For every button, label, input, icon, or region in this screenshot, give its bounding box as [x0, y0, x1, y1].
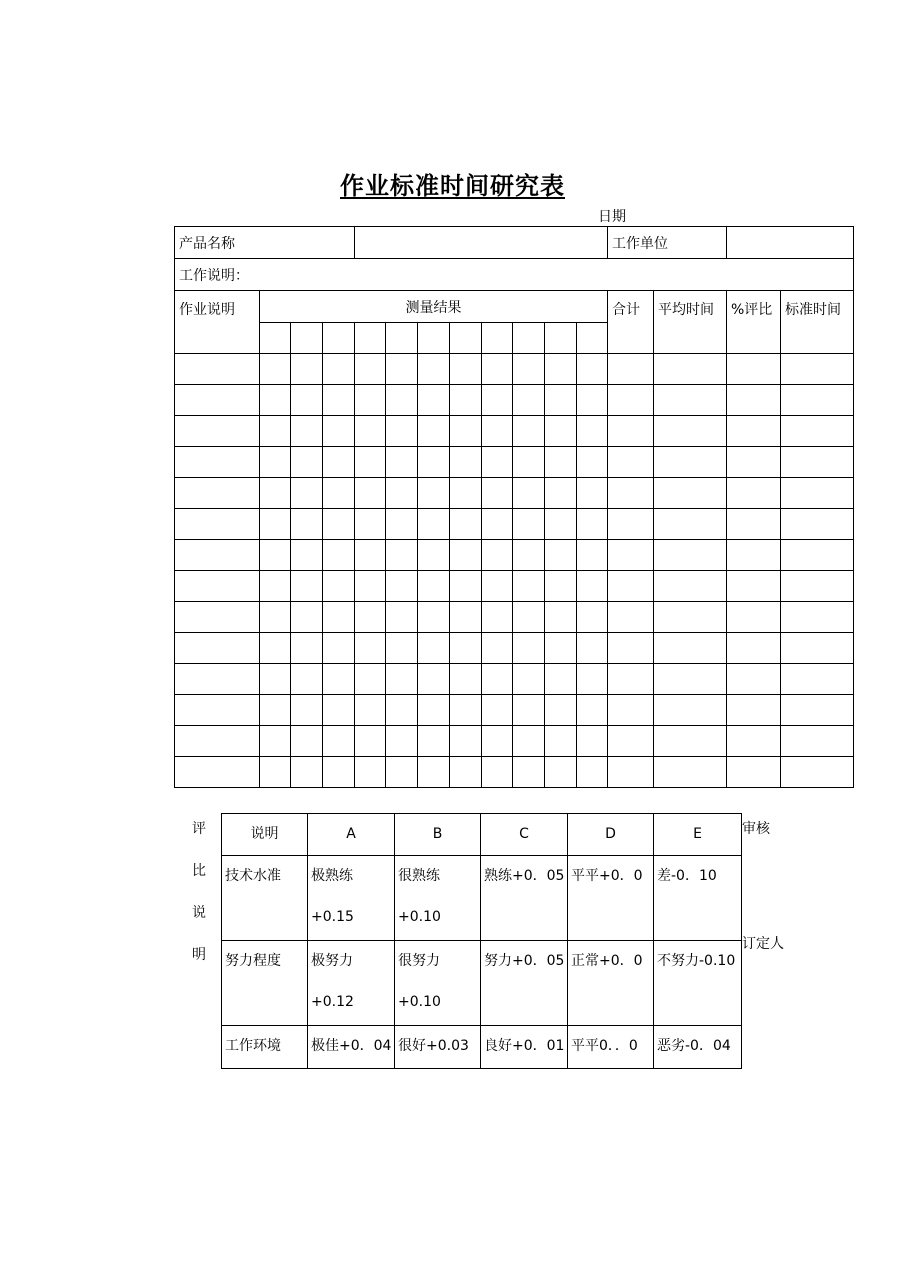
measurement-cell[interactable]: [291, 571, 323, 602]
measurement-cell[interactable]: [386, 571, 418, 602]
measurement-cell[interactable]: [418, 633, 450, 664]
rating-cell: 不努力-0.10: [654, 941, 742, 1026]
measurement-cell[interactable]: [450, 323, 482, 354]
measurement-cell[interactable]: [577, 602, 608, 633]
rating-cell: 熟练+0．05: [481, 856, 568, 941]
measurement-cell[interactable]: [291, 602, 323, 633]
measurement-cell[interactable]: [450, 571, 482, 602]
result-cell[interactable]: [727, 385, 781, 416]
operation-desc-cell[interactable]: [175, 664, 260, 695]
measurement-cell[interactable]: [418, 354, 450, 385]
result-cell[interactable]: [654, 664, 727, 695]
result-cell[interactable]: [654, 695, 727, 726]
measurement-cell[interactable]: [513, 602, 545, 633]
approve-label: 审核: [742, 821, 770, 837]
measurement-cell[interactable]: [291, 385, 323, 416]
table-row: [175, 664, 854, 695]
measurement-cell[interactable]: [513, 323, 545, 354]
measurement-cell[interactable]: [260, 447, 291, 478]
measurement-cell[interactable]: [418, 664, 450, 695]
measurement-cell[interactable]: [323, 571, 355, 602]
rating-cell: 很熟练+0.10: [395, 856, 481, 941]
rating-header-d: D: [568, 814, 654, 856]
measurement-cell[interactable]: [260, 664, 291, 695]
measurement-cell[interactable]: [513, 757, 545, 788]
measurement-cell[interactable]: [260, 478, 291, 509]
measurement-cell[interactable]: [291, 509, 323, 540]
measurement-cell[interactable]: [291, 478, 323, 509]
result-cell[interactable]: [654, 571, 727, 602]
measurement-cell[interactable]: [513, 447, 545, 478]
measurement-cell[interactable]: [450, 447, 482, 478]
measurement-cell[interactable]: [323, 726, 355, 757]
measurement-cell[interactable]: [291, 695, 323, 726]
rating-cell: 平平0．．0: [568, 1026, 654, 1069]
measurement-cell[interactable]: [323, 602, 355, 633]
measurement-cell[interactable]: [577, 416, 608, 447]
table-row: [175, 726, 854, 757]
measurement-cell[interactable]: [386, 664, 418, 695]
measurement-cell[interactable]: [291, 354, 323, 385]
measurement-cell[interactable]: [323, 509, 355, 540]
measurement-cell[interactable]: [513, 354, 545, 385]
operation-desc-cell[interactable]: [175, 385, 260, 416]
measurement-cell[interactable]: [418, 571, 450, 602]
measurement-cell[interactable]: [418, 726, 450, 757]
measurement-cell[interactable]: [291, 757, 323, 788]
measurement-cell[interactable]: [260, 633, 291, 664]
measurement-cell[interactable]: [577, 385, 608, 416]
measurement-cell[interactable]: [482, 509, 513, 540]
measurement-cell[interactable]: [323, 633, 355, 664]
measurement-cell[interactable]: [545, 323, 577, 354]
measurement-cell[interactable]: [260, 757, 291, 788]
result-cell[interactable]: [654, 602, 727, 633]
result-cell[interactable]: [654, 509, 727, 540]
measurement-cell[interactable]: [482, 695, 513, 726]
measurement-cell[interactable]: [260, 726, 291, 757]
measurement-cell[interactable]: [291, 447, 323, 478]
side-char: 比: [192, 863, 206, 879]
table-row: [175, 478, 854, 509]
rating-cell: 正常+0．0: [568, 941, 654, 1026]
result-cell[interactable]: [727, 509, 781, 540]
table-row: [175, 509, 854, 540]
measurement-cell[interactable]: [260, 571, 291, 602]
measurement-cell[interactable]: [291, 323, 323, 354]
result-cell[interactable]: [781, 478, 854, 509]
measurement-cell[interactable]: [545, 695, 577, 726]
measurement-cell[interactable]: [386, 385, 418, 416]
rating-pct-header: %评比: [727, 291, 781, 354]
rating-cell: 极佳+0．04: [308, 1026, 395, 1069]
measurement-cell[interactable]: [355, 633, 386, 664]
operation-desc-cell[interactable]: [175, 571, 260, 602]
table-row: [175, 416, 854, 447]
rating-table: [221, 813, 742, 1069]
measurement-cell[interactable]: [418, 323, 450, 354]
result-cell[interactable]: [608, 602, 654, 633]
result-cell[interactable]: [654, 354, 727, 385]
measurement-cell[interactable]: [450, 354, 482, 385]
measurement-cell[interactable]: [386, 633, 418, 664]
measurement-cell[interactable]: [450, 509, 482, 540]
measurement-cell[interactable]: [386, 416, 418, 447]
side-char: 说: [192, 905, 206, 921]
measurement-cell[interactable]: [513, 633, 545, 664]
result-cell[interactable]: [654, 478, 727, 509]
measurement-cell[interactable]: [482, 385, 513, 416]
measurement-cell[interactable]: [482, 633, 513, 664]
rating-header-c: C: [481, 814, 568, 856]
operation-desc-header: 作业说明: [175, 291, 260, 354]
measurement-cell[interactable]: [418, 540, 450, 571]
side-char: 明: [192, 947, 206, 963]
measurement-cell[interactable]: [323, 447, 355, 478]
result-cell[interactable]: [781, 571, 854, 602]
measurement-cell[interactable]: [355, 726, 386, 757]
measurement-cell[interactable]: [577, 540, 608, 571]
measurement-cell[interactable]: [323, 664, 355, 695]
measurement-cell[interactable]: [577, 664, 608, 695]
measurement-cell[interactable]: [323, 695, 355, 726]
measurement-cell[interactable]: [291, 416, 323, 447]
standard-time-header: 标准时间: [781, 291, 854, 354]
measurement-cell[interactable]: [577, 354, 608, 385]
measurement-cell[interactable]: [482, 354, 513, 385]
rating-cell: 极努力+0.12: [308, 941, 395, 1026]
measurement-cell[interactable]: [418, 416, 450, 447]
measurement-cell[interactable]: [577, 509, 608, 540]
measurement-cell[interactable]: [418, 478, 450, 509]
measurement-cell[interactable]: [450, 633, 482, 664]
rating-cell: 很好+0.03: [395, 1026, 481, 1069]
measurement-cell[interactable]: [513, 540, 545, 571]
table-row: [175, 540, 854, 571]
result-cell[interactable]: [781, 695, 854, 726]
measurement-cell[interactable]: [450, 695, 482, 726]
measurement-cell[interactable]: [450, 726, 482, 757]
operation-desc-cell[interactable]: [175, 478, 260, 509]
result-cell[interactable]: [781, 354, 854, 385]
measurement-cell[interactable]: [545, 726, 577, 757]
measurement-cell[interactable]: [355, 447, 386, 478]
work-unit-label: 工作单位: [608, 227, 727, 259]
measurement-cell[interactable]: [450, 540, 482, 571]
operation-desc-cell[interactable]: [175, 354, 260, 385]
measurement-cell[interactable]: [323, 757, 355, 788]
result-cell[interactable]: [727, 633, 781, 664]
measurement-cell[interactable]: [450, 416, 482, 447]
measurement-cell[interactable]: [291, 540, 323, 571]
measurement-cell[interactable]: [577, 323, 608, 354]
measurement-cell[interactable]: [323, 354, 355, 385]
measurement-cell[interactable]: [386, 509, 418, 540]
operation-desc-cell[interactable]: [175, 726, 260, 757]
measurement-cell[interactable]: [418, 757, 450, 788]
measurement-cell[interactable]: [450, 602, 482, 633]
measurement-cell[interactable]: [291, 726, 323, 757]
table-row: [175, 571, 854, 602]
measurement-cell[interactable]: [545, 509, 577, 540]
measurement-cell[interactable]: [418, 509, 450, 540]
rating-header-b: B: [395, 814, 481, 856]
result-cell[interactable]: [727, 447, 781, 478]
measurement-cell[interactable]: [545, 757, 577, 788]
measurement-cell[interactable]: [482, 323, 513, 354]
rating-row-name: 工作环境: [222, 1026, 308, 1069]
result-cell[interactable]: [727, 478, 781, 509]
measurement-cell[interactable]: [260, 385, 291, 416]
measurement-cell[interactable]: [545, 385, 577, 416]
measurement-cell[interactable]: [260, 602, 291, 633]
measurement-cell[interactable]: [260, 540, 291, 571]
result-cell[interactable]: [781, 509, 854, 540]
result-cell[interactable]: [608, 726, 654, 757]
result-cell[interactable]: [608, 416, 654, 447]
result-cell[interactable]: [781, 664, 854, 695]
measurement-cell[interactable]: [355, 602, 386, 633]
measurement-cell[interactable]: [386, 602, 418, 633]
setter-label: 订定人: [742, 936, 784, 952]
measurement-cell[interactable]: [450, 757, 482, 788]
measurement-cell[interactable]: [260, 354, 291, 385]
measurement-cell[interactable]: [482, 664, 513, 695]
measurement-cell[interactable]: [513, 726, 545, 757]
measurement-cell[interactable]: [355, 571, 386, 602]
measurement-cell[interactable]: [323, 323, 355, 354]
result-cell[interactable]: [654, 633, 727, 664]
measurement-results-header: 测量结果: [260, 291, 608, 323]
result-cell[interactable]: [654, 757, 727, 788]
rating-row-name: 努力程度: [222, 941, 308, 1026]
total-header: 合计: [608, 291, 654, 354]
measurement-cell[interactable]: [545, 354, 577, 385]
rating-cell: 很努力+0.10: [395, 941, 481, 1026]
result-cell[interactable]: [781, 385, 854, 416]
rating-cell: 努力+0．05: [481, 941, 568, 1026]
result-cell[interactable]: [727, 664, 781, 695]
result-cell[interactable]: [608, 447, 654, 478]
result-cell[interactable]: [654, 385, 727, 416]
product-name-label: 产品名称: [175, 227, 355, 259]
table-row: [175, 354, 854, 385]
page-title: 作业标准时间研究表: [340, 172, 565, 200]
result-cell[interactable]: [608, 571, 654, 602]
measurement-cell[interactable]: [355, 664, 386, 695]
date-label: 日期: [598, 209, 626, 225]
time-study-table: [174, 226, 854, 788]
product-name-field[interactable]: [355, 227, 608, 259]
measurement-cell[interactable]: [545, 633, 577, 664]
measurement-cell[interactable]: [386, 540, 418, 571]
measurement-cell[interactable]: [260, 509, 291, 540]
measurement-cell[interactable]: [323, 385, 355, 416]
result-cell[interactable]: [727, 571, 781, 602]
measurement-cell[interactable]: [291, 664, 323, 695]
operation-desc-cell[interactable]: [175, 602, 260, 633]
result-cell[interactable]: [654, 726, 727, 757]
side-char: 评: [192, 821, 206, 837]
measurement-cell[interactable]: [545, 540, 577, 571]
result-cell[interactable]: [781, 726, 854, 757]
result-cell[interactable]: [608, 509, 654, 540]
rating-row-name: 技术水准: [222, 856, 308, 941]
result-cell[interactable]: [727, 416, 781, 447]
measurement-cell[interactable]: [386, 757, 418, 788]
result-cell[interactable]: [727, 354, 781, 385]
measurement-cell[interactable]: [418, 602, 450, 633]
measurement-cell[interactable]: [545, 664, 577, 695]
table-row: [175, 447, 854, 478]
result-cell[interactable]: [608, 757, 654, 788]
measurement-cell[interactable]: [291, 633, 323, 664]
measurement-cell[interactable]: [355, 757, 386, 788]
measurement-cell[interactable]: [450, 664, 482, 695]
result-cell[interactable]: [781, 416, 854, 447]
measurement-cell[interactable]: [260, 695, 291, 726]
operation-desc-cell[interactable]: [175, 757, 260, 788]
measurement-cell[interactable]: [577, 447, 608, 478]
measurement-cell[interactable]: [545, 416, 577, 447]
measurement-cell[interactable]: [355, 478, 386, 509]
measurement-cell[interactable]: [577, 478, 608, 509]
measurement-cell[interactable]: [355, 509, 386, 540]
table-row: [175, 602, 854, 633]
measurement-cell[interactable]: [482, 571, 513, 602]
measurement-cell[interactable]: [386, 447, 418, 478]
measurement-cell[interactable]: [513, 478, 545, 509]
operation-desc-cell[interactable]: [175, 633, 260, 664]
result-cell[interactable]: [781, 602, 854, 633]
result-cell[interactable]: [654, 447, 727, 478]
operation-desc-cell[interactable]: [175, 540, 260, 571]
measurement-cell[interactable]: [355, 416, 386, 447]
rating-header-a: A: [308, 814, 395, 856]
average-time-header: 平均时间: [654, 291, 727, 354]
measurement-cell[interactable]: [323, 478, 355, 509]
measurement-cell[interactable]: [355, 385, 386, 416]
measurement-cell[interactable]: [323, 540, 355, 571]
rating-cell: 恶劣-0．04: [654, 1026, 742, 1069]
measurement-cell[interactable]: [323, 416, 355, 447]
measurement-cell[interactable]: [418, 695, 450, 726]
table-row: [175, 633, 854, 664]
measurement-cell[interactable]: [482, 478, 513, 509]
operation-desc-cell[interactable]: [175, 447, 260, 478]
result-cell[interactable]: [781, 447, 854, 478]
result-cell[interactable]: [727, 757, 781, 788]
table-row: [175, 385, 854, 416]
rating-header-desc: 说明: [222, 814, 308, 856]
result-cell[interactable]: [608, 385, 654, 416]
result-cell[interactable]: [608, 354, 654, 385]
measurement-cell[interactable]: [355, 354, 386, 385]
rating-header-e: E: [654, 814, 742, 856]
result-cell[interactable]: [608, 540, 654, 571]
result-cell[interactable]: [654, 416, 727, 447]
table-row: [175, 695, 854, 726]
measurement-cell[interactable]: [577, 633, 608, 664]
result-cell[interactable]: [727, 726, 781, 757]
rating-cell: 差-0．10: [654, 856, 742, 941]
measurement-cell[interactable]: [482, 447, 513, 478]
measurement-cell[interactable]: [386, 478, 418, 509]
measurement-cell[interactable]: [482, 602, 513, 633]
measurement-cell[interactable]: [450, 385, 482, 416]
rating-cell: 平平+0．0: [568, 856, 654, 941]
measurement-cell[interactable]: [418, 447, 450, 478]
measurement-cell[interactable]: [513, 571, 545, 602]
work-description-label: 工作说明：: [175, 259, 854, 291]
measurement-cell[interactable]: [513, 385, 545, 416]
result-cell[interactable]: [781, 757, 854, 788]
measurement-cell[interactable]: [545, 602, 577, 633]
operation-desc-cell[interactable]: [175, 695, 260, 726]
measurement-cell[interactable]: [260, 416, 291, 447]
measurement-cell[interactable]: [545, 447, 577, 478]
result-cell[interactable]: [608, 478, 654, 509]
measurement-cell[interactable]: [386, 354, 418, 385]
measurement-cell[interactable]: [355, 540, 386, 571]
result-cell[interactable]: [608, 695, 654, 726]
measurement-cell[interactable]: [355, 323, 386, 354]
result-cell[interactable]: [654, 540, 727, 571]
result-cell[interactable]: [781, 633, 854, 664]
measurement-cell[interactable]: [386, 695, 418, 726]
rating-cell: 极熟练+0.15: [308, 856, 395, 941]
measurement-cell[interactable]: [482, 726, 513, 757]
measurement-cell[interactable]: [513, 664, 545, 695]
measurement-cell[interactable]: [482, 757, 513, 788]
measurement-cell[interactable]: [545, 478, 577, 509]
result-cell[interactable]: [608, 664, 654, 695]
result-cell[interactable]: [781, 540, 854, 571]
measurement-cell[interactable]: [577, 695, 608, 726]
rating-cell: 良好+0．01: [481, 1026, 568, 1069]
measurement-cell[interactable]: [577, 757, 608, 788]
measurement-cell[interactable]: [482, 540, 513, 571]
measurement-cell[interactable]: [418, 385, 450, 416]
measurement-cell[interactable]: [513, 509, 545, 540]
measurement-cell[interactable]: [450, 478, 482, 509]
measurement-cell[interactable]: [482, 416, 513, 447]
measurement-cell[interactable]: [577, 571, 608, 602]
measurement-cell[interactable]: [386, 726, 418, 757]
operation-desc-cell[interactable]: [175, 416, 260, 447]
measurement-cell[interactable]: [386, 323, 418, 354]
result-cell[interactable]: [727, 602, 781, 633]
measurement-cell[interactable]: [260, 323, 291, 354]
work-unit-field[interactable]: [727, 227, 854, 259]
measurement-cell[interactable]: [545, 571, 577, 602]
result-cell[interactable]: [727, 695, 781, 726]
measurement-cell[interactable]: [513, 695, 545, 726]
result-cell[interactable]: [608, 633, 654, 664]
table-row: [175, 757, 854, 788]
operation-desc-cell[interactable]: [175, 509, 260, 540]
measurement-cell[interactable]: [577, 726, 608, 757]
measurement-cell[interactable]: [355, 695, 386, 726]
measurement-cell[interactable]: [513, 416, 545, 447]
result-cell[interactable]: [727, 540, 781, 571]
